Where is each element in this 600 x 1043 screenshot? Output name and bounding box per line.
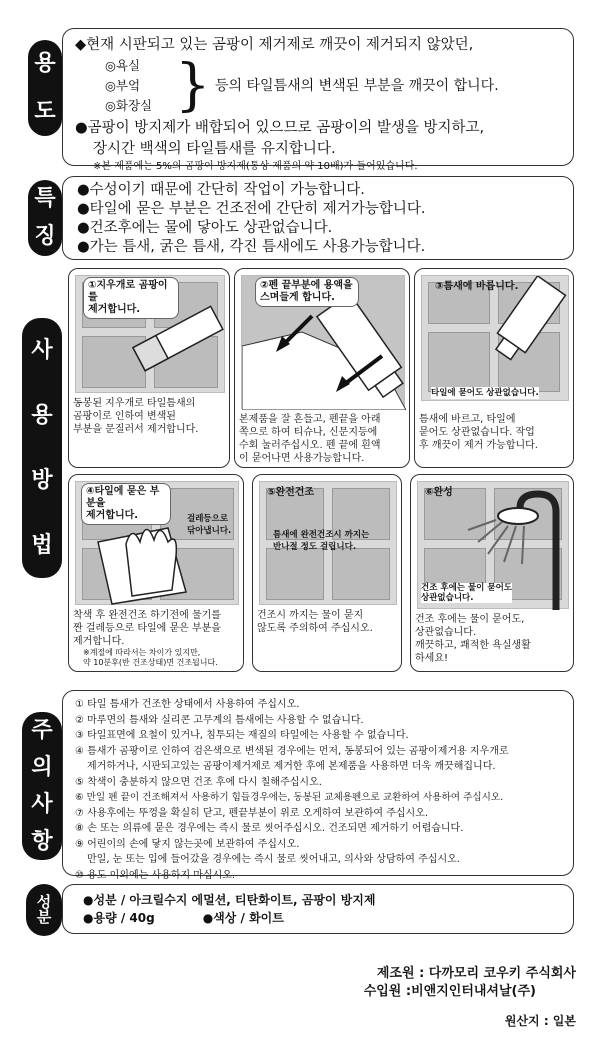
- step-panel-1: [68, 268, 230, 468]
- ingredients-line: ●성분 / 아크릴수지 에멀션, 티탄화이트, 곰팡이 방지제: [83, 893, 376, 907]
- step-title: ②펜 끝부분에 용액을 스며들게 합니다.: [255, 277, 359, 307]
- step-title: ①지우개로 곰팡이를 제거합니다.: [83, 277, 179, 319]
- feature-item: ●건조후에는 물에 닿아도 상관없습니다.: [77, 220, 333, 236]
- caution-item: ⑨ 어린이의 손에 닿지 않는곳에 보관하여 주십시오.: [75, 838, 300, 850]
- step-caption: 건조시 까지는 물이 묻지 않도록 주의하여 주십시오.: [257, 610, 373, 634]
- label-caution: 주 의 사 항: [22, 712, 62, 860]
- step-caption: 동봉된 지우개로 타일틈새의 곰팡이로 인하여 변색된 부분을 문질러서 제거합니다.: [73, 398, 199, 435]
- caution-item: ② 마루면의 틈새와 실리콘 고무계의 틈새에는 사용할 수 없습니다.: [75, 714, 364, 726]
- step-panel-5: [252, 474, 402, 672]
- usage-box: [62, 28, 574, 173]
- usage-line1: ◆현재 시판되고 있는 곰팡이 제거제로 깨끗이 제거되지 않았던,: [75, 37, 474, 53]
- step-panel-4: [68, 474, 244, 672]
- step-inner-text: 걸레등으로 닦아냅니다.: [187, 514, 232, 536]
- pen-icon: [422, 276, 570, 402]
- caution-item: 제거하거나, 시판되고있는 곰팡이제거제로 제거한 후에 본제품을 사용하면 더욱 깨끗해집니다.: [87, 761, 496, 772]
- usage-note: ※본 제품에는 5%의 곰팡이 방지제(통상 제품의 약 10배)가 들어있습니다.: [93, 161, 418, 173]
- step-inner-text: 건조 후에는 물이 묻어도 상관없습니다.: [421, 583, 512, 603]
- caution-box: [62, 690, 574, 881]
- tile-illustration: [421, 275, 569, 401]
- label-method: 사 용 방 법: [22, 318, 62, 578]
- feature-item: ●수성이기 때문에 간단히 작업이 가능합니다.: [77, 182, 365, 198]
- color: ●색상 / 화이트: [202, 911, 284, 925]
- importer: 수입원 :비앤지인터내셔날(주): [363, 984, 536, 999]
- step-note: ※계절에 따라서는 차이가 있지만, 약 10분후(반 건조상태)면 건조됩니다.: [83, 648, 218, 667]
- step-inner-text: 틈새에 완전건조시 까지는 반나절 정도 걸립니다.: [273, 530, 370, 552]
- caution-item: ⑧ 손 또는 의류에 묻은 경우에는 즉시 물로 씻어주십시오. 건조되면 제거하기 어렵습니다.: [75, 823, 464, 834]
- ingredients-box: [62, 884, 574, 934]
- feature-item: ●가는 틈새, 굵은 틈새, 각진 틈새에도 사용가능합니다.: [77, 239, 426, 255]
- step-panel-6: [410, 474, 574, 672]
- step-panel-3: [414, 268, 574, 468]
- caution-item: ⑦ 사용후에는 뚜껑을 확실히 닫고, 펜끝부분이 위로 오게하여 보관하여 주십시오.: [75, 807, 429, 819]
- step-panel-2: [234, 268, 410, 468]
- label-features: 특 징: [28, 180, 62, 256]
- step-caption: 본제품을 잘 흔들고, 펜끝을 아래 쪽으로 하여 티슈나, 신문지등에 수회 눌러주십시오. 펜 끝에 흰액 이 묻어나면 사용가능합니다.: [239, 414, 381, 464]
- features-box: [62, 176, 574, 260]
- caution-item: ③ 타일표면에 요철이 있거나, 침투되는 재질의 타일에는 사용할 수 없습니다.: [75, 730, 409, 741]
- usage-place: ◎화장실: [105, 98, 153, 114]
- usage-place: ◎욕실: [105, 58, 141, 74]
- manufacturer: 제조원 : 다까모리 코우키 주식회사: [376, 966, 576, 981]
- caution-item: 만일, 눈 또는 입에 들어갔을 경우에는 즉시 물로 씻어내고, 의사와 상담하여 주십시오.: [87, 854, 460, 865]
- step-title: ④타일에 묻은 부분을 제거합니다.: [81, 483, 171, 525]
- caution-item: ⑩ 용도 이외에는 사용하지 마십시오.: [75, 869, 236, 881]
- usage-line2: ●곰팡이 방지제가 배합되어 있으므로 곰팡이의 발생을 방지하고,: [75, 120, 485, 137]
- step-inner-text: 타일에 묻어도 상관없습니다.: [431, 388, 539, 398]
- step-caption: 틈새에 바르고, 타일에 묻어도 상관없습니다. 작업 후 깨끗이 제거 가능합니다.: [419, 414, 538, 451]
- step-title: ⑥완성: [425, 487, 453, 498]
- label-usage: 용 도: [28, 40, 62, 136]
- step-caption: 착색 후 완전건조 하기전에 물기를 짠 걸레등으로 타일에 묻은 부분을 제거합니다.: [73, 610, 221, 647]
- feature-item: ●타일에 묻은 부분은 건조전에 간단히 제거가능합니다.: [77, 201, 426, 217]
- origin: 원산지 : 일본: [504, 1014, 576, 1028]
- usage-suffix: 등의 타일틈새의 변색된 부분을 깨끗이 합니다.: [215, 78, 499, 95]
- brace: }: [175, 53, 211, 119]
- label-ingredients: 성 분: [26, 884, 62, 936]
- volume: ●용량 / 40g: [83, 911, 155, 925]
- caution-item: ④ 틈새가 곰팡이로 인하여 검은색으로 변색된 경우에는 먼저, 동봉되어 있는 곰팡이제거용 지우개로: [75, 745, 509, 757]
- step-title: ③틈새에 바릅니다.: [435, 281, 519, 292]
- step-title: ⑤완전건조: [267, 487, 315, 498]
- caution-item: ⑥ 만일 펜 끝이 건조해져서 사용하기 힘들경우에는, 동봉된 교체용펜으로 교환하여 사용하여 주십시오.: [75, 792, 504, 803]
- usage-place: ◎부엌: [105, 78, 141, 94]
- usage-line3: 장시간 백색의 타일틈새를 유지합니다.: [93, 141, 336, 158]
- step-caption: 건조 후에는 물이 묻어도, 상관없습니다. 깨끗하고, 쾌적한 욕실생활 하세요!: [415, 614, 531, 664]
- usage-places: [105, 53, 561, 119]
- caution-item: ⑤ 착색이 충분하지 않으면 건조 후에 다시 칠해주십시오.: [75, 776, 322, 788]
- caution-item: ① 타일 틈새가 건조한 상태에서 사용하여 주십시오.: [75, 699, 300, 710]
